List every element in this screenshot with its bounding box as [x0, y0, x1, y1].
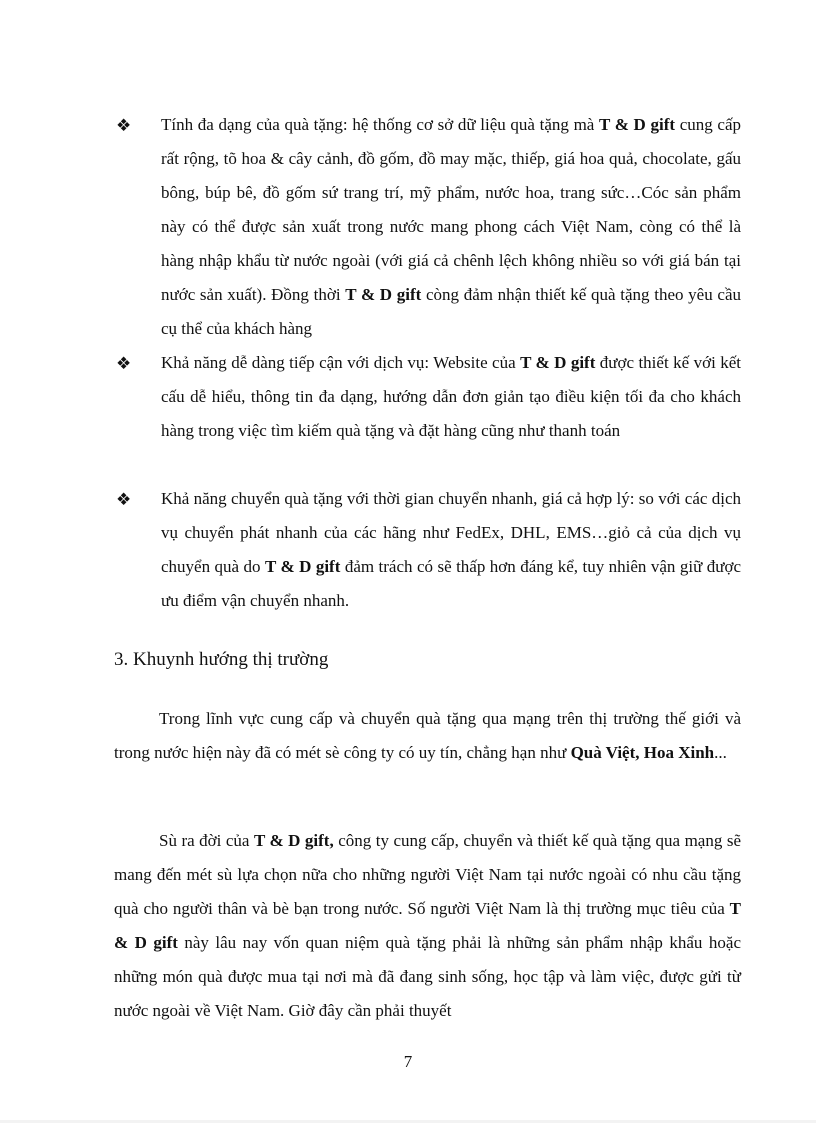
bullet-1-text-a: Tính đa dạng của quà tặng: hệ thống cơ sở dữ liệu quà tặng mà: [161, 115, 600, 134]
bullet-item-accessibility: [161, 346, 741, 448]
brand-name: T & D gift: [345, 285, 422, 304]
bullet-item-delivery: [161, 482, 741, 618]
paragraph-2-text-b: công ty cung cấp, chuyển và thiết kế quà tặng qua mạng sẽ mang đến mét sù lựa chọn nữa cho những người Việt Nam tại nước ngoài có nhu cầu tặng quà cho người thân và bè bạn trong nước. Số người Việt Nam là thị trường mục tiêu của: [114, 831, 742, 918]
paragraph-2-text-a: Sù ra đời của: [159, 831, 254, 850]
paragraph-company: [114, 824, 741, 1028]
brand-name: T & D gift: [599, 115, 676, 134]
bullet-icon: ❖: [116, 490, 132, 509]
bullet-icon: ❖: [116, 116, 132, 135]
page-number: 7: [403, 1052, 413, 1071]
bullet-item-variety: [161, 108, 741, 346]
paragraph-2-text-c: này lâu nay vốn quan niệm quà tặng phải là những sản phẩm nhập khẩu hoặc những món quà được mua tại nơi mà đã đang sinh sống, học tập và làm việc, được gửi từ nước ngoài về Việt Nam. Giờ đây cần phải thuyết: [114, 933, 741, 1020]
bullet-1-text-b: cung cấp rất rộng, tõ hoa & cây cảnh, đồ gốm, đồ may mặc, thiếp, giá hoa quả, chocolate, gấu bông, búp bê, đồ gốm sứ trang trí, mỹ phẩm, nước hoa, trang sức…Cóc sản phẩm này có thể được sản xuất trong nước mang phong cách Việt Nam, còng có thể là hàng nhập khẩu từ nước ngoài (với giá cả chênh lệch không nhiều so với giá bán tại nước sản xuất). Đồng thời: [161, 115, 741, 304]
section-heading: 3. Khuynh hướng thị trường: [114, 649, 329, 670]
brand-name: T & D gift,: [253, 831, 334, 850]
paragraph-market: [114, 702, 741, 770]
brand-name: T & D gift: [114, 899, 741, 952]
brand-name: T & D gift: [520, 353, 596, 372]
paragraph-1-text-a: Trong lĩnh vực cung cấp và chuyển quà tặng qua mạng trên thị trường thế giới và trong nước hiện này đã có mét sè công ty có uy tín, chẳng hạn như: [114, 709, 741, 762]
brand-name: T & D gift: [265, 557, 341, 576]
bullet-3-text-b: đảm trách có sẽ thấp hơn đáng kể, tuy nhiên vận giữ được ưu điểm vận chuyển nhanh.: [161, 557, 742, 610]
paragraph-1-text-b: ...: [714, 743, 727, 762]
bullet-1-text-c: còng đảm nhận thiết kế quà tặng theo yêu cầu cụ thể của khách hàng: [161, 285, 741, 338]
bullet-3-text-a: Khả năng chuyển quà tặng với thời gian chuyển nhanh, giá cả hợp lý: so với các dịch vụ chuyển phát nhanh của các hãng như FedEx, DHL, EMS…giỏ cả của dịch vụ chuyển quà do: [161, 489, 741, 576]
bullet-2-text-a: Khả năng dễ dàng tiếp cận với dịch vụ: Website của: [161, 353, 521, 372]
bullet-icon: ❖: [116, 354, 132, 373]
bullet-2-text-b: được thiết kế với kết cấu dễ hiểu, thông tin đa dạng, hướng dẫn đơn giản tạo điều kiện tối đa cho khách hàng trong việc tìm kiếm quà tặng và đặt hàng cũng như thanh toán: [161, 353, 741, 440]
competitor-names: Quà Việt, Hoa Xinh: [570, 743, 715, 762]
